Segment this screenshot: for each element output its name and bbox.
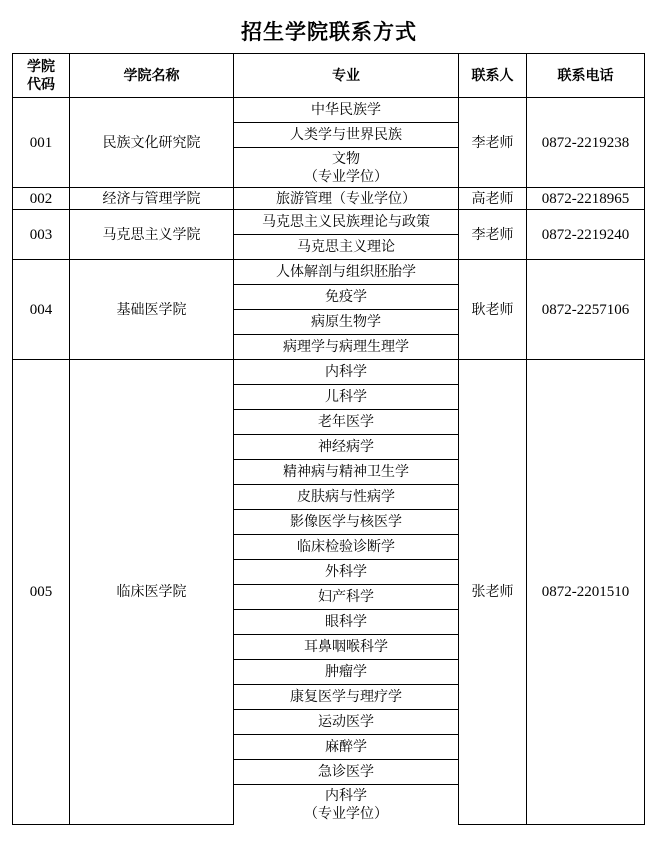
contact-cell: 张老师: [459, 360, 527, 825]
phone-cell: 0872-2218965: [527, 188, 645, 210]
major-cell: 病理学与病理生理学: [234, 335, 459, 360]
college-code: 004: [13, 260, 70, 360]
contact-cell: 李老师: [459, 210, 527, 260]
major-cell: 康复医学与理疗学: [234, 685, 459, 710]
major-cell: 免疫学: [234, 285, 459, 310]
contact-table: [12, 53, 645, 825]
major-cell: 人类学与世界民族: [234, 123, 459, 148]
major-cell: 中华民族学: [234, 98, 459, 123]
major-cell: 皮肤病与性病学: [234, 485, 459, 510]
major-cell: 马克思主义理论: [234, 235, 459, 260]
major-cell: 文物 （专业学位）: [234, 148, 459, 188]
major-cell: 耳鼻咽喉科学: [234, 635, 459, 660]
college-code: 001: [13, 98, 70, 188]
college-name: 经济与管理学院: [70, 188, 234, 210]
college-name: 临床医学院: [70, 360, 234, 825]
college-code: 003: [13, 210, 70, 260]
major-cell: 内科学: [234, 360, 459, 385]
table-row: [13, 188, 645, 210]
page-title: 招生学院联系方式: [241, 20, 417, 44]
phone-cell: 0872-2219240: [527, 210, 645, 260]
major-cell: 影像医学与核医学: [234, 510, 459, 535]
major-cell: 眼科学: [234, 610, 459, 635]
college-code: 005: [13, 360, 70, 825]
major-cell: 老年医学: [234, 410, 459, 435]
phone-cell: 0872-2201510: [527, 360, 645, 825]
college-name: 马克思主义学院: [70, 210, 234, 260]
header-contact: 联系人: [459, 54, 527, 98]
major-cell: 运动医学: [234, 710, 459, 735]
table-row: [13, 260, 645, 285]
phone-cell: 0872-2257106: [527, 260, 645, 360]
major-cell: 妇产科学: [234, 585, 459, 610]
major-cell: 临床检验诊断学: [234, 535, 459, 560]
major-cell: 旅游管理（专业学位）: [234, 188, 459, 210]
header-major: 专业: [234, 54, 459, 98]
table-row: [13, 210, 645, 235]
header-row: [13, 54, 645, 98]
major-cell: 人体解剖与组织胚胎学: [234, 260, 459, 285]
table-row: [13, 98, 645, 123]
major-cell: 病原生物学: [234, 310, 459, 335]
header-college-name: 学院名称: [70, 54, 234, 98]
major-cell: 外科学: [234, 560, 459, 585]
major-cell: 精神病与精神卫生学: [234, 460, 459, 485]
major-cell: 急诊医学: [234, 760, 459, 785]
phone-cell: 0872-2219238: [527, 98, 645, 188]
major-cell: 儿科学: [234, 385, 459, 410]
contact-cell: 高老师: [459, 188, 527, 210]
major-cell: 麻醉学: [234, 735, 459, 760]
college-name: 基础医学院: [70, 260, 234, 360]
major-cell: 内科学 （专业学位）: [234, 785, 459, 825]
college-name: 民族文化研究院: [70, 98, 234, 188]
header-college-code: 学院 代码: [13, 54, 70, 98]
major-cell: 肿瘤学: [234, 660, 459, 685]
college-code: 002: [13, 188, 70, 210]
contact-cell: 耿老师: [459, 260, 527, 360]
major-cell: 神经病学: [234, 435, 459, 460]
header-phone: 联系电话: [527, 54, 645, 98]
major-cell: 马克思主义民族理论与政策: [234, 210, 459, 235]
table-row: [13, 360, 645, 385]
contact-cell: 李老师: [459, 98, 527, 188]
